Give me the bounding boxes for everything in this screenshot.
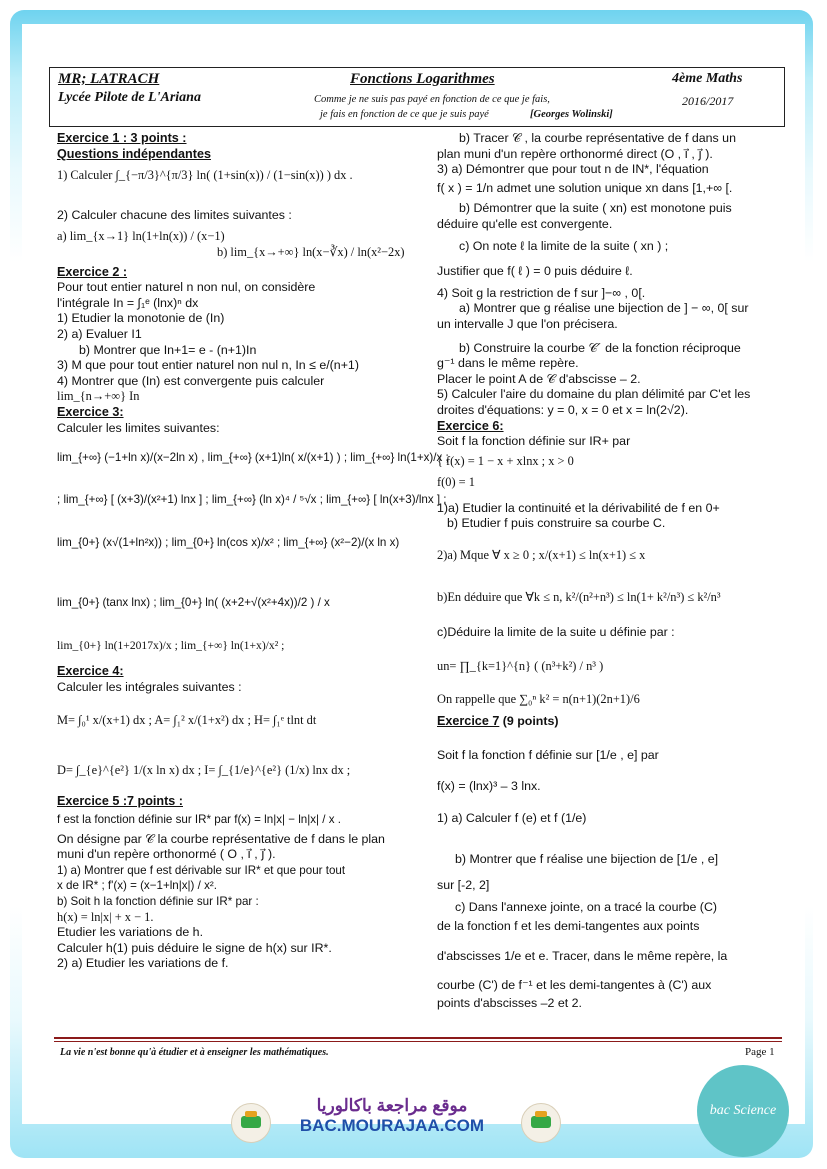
ex5-h-def: h(x) = ln|x| + x − 1. — [57, 909, 154, 924]
exercise-7-title: Exercice 7 — [437, 714, 500, 729]
ex2-q3: 3) M que pour tout entier naturel non nul n, In ≤ e/(n+1) — [57, 358, 359, 373]
ex5-q4b-cont: g⁻¹ dans le même repère. — [437, 356, 579, 371]
ex1-q1: 1) Calculer ∫_{−π/3}^{π/3} ln( (1+sin(x)) / (1−sin(x)) ) dx . — [57, 168, 353, 183]
graduation-cap-icon — [231, 1103, 271, 1143]
ex6-q2b: b)En déduire que ∀k ≤ n, k²/(n²+n³) ≤ ln(1+ k²/n³) ≤ k²/n³ — [437, 589, 721, 604]
ex5-q1b: b) Soit h la fonction définie sur IR* par : — [57, 895, 259, 908]
ex3-row-2: ; lim_{+∞} [ (x+3)/(x²+1) lnx ] ; lim_{+∞} (ln x)⁴ / ⁵√x ; lim_{+∞} [ ln(x+3)/lnx ] ; — [57, 492, 447, 506]
exercise-7-title-row — [437, 714, 782, 730]
ex5-q3a: 3) a) Démontrer que pour tout n de IN*, l'équation — [437, 162, 709, 177]
ex5-q3b-cont: déduire qu'elle est convergente. — [437, 216, 613, 231]
ex5-q3c: c) On note ℓ la limite de la suite ( xn ) ; — [459, 238, 669, 253]
ex7-q1c: c) Dans l'annexe jointe, on a tracé la courbe (C) — [455, 899, 718, 914]
graduation-cap-icon-right — [521, 1103, 561, 1143]
ex2-q2b: b) Montrer que In+1= e - (n+1)In — [79, 342, 257, 357]
ex5-q1a: 1) a) Montrer que f est dérivable sur IR* et que pour tout — [57, 863, 346, 877]
ex7-q1c-cont-4: points d'abscisses –2 et 2. — [437, 995, 582, 1010]
ex3-row-1: lim_{+∞} (−1+ln x)/(x−2ln x) , lim_{+∞} (x+1)ln( x/(x+1) ) ; lim_{+∞} ln(1+x)/x ; — [57, 451, 449, 465]
ex2-text-1: Pour tout entier naturel n non nul, on considère — [57, 280, 316, 295]
ex5-curve-1: On désigne par 𝒞 la courbe représentative de f dans le plan — [57, 831, 385, 846]
footer-divider-bottom — [54, 1041, 782, 1042]
quote-line-1: Comme je ne suis pas payé en fonction de ce que je fais, — [314, 94, 550, 105]
exercise-4-title: Exercice 4: — [57, 664, 124, 679]
exercise-1-title: Exercice 1 : 3 points : — [57, 131, 187, 145]
ex6-def-2: f(0) = 1 — [437, 475, 475, 490]
author-name: MR; LATRACH — [58, 71, 160, 87]
footer-divider-top — [54, 1037, 782, 1039]
ex1-limit-a: a) lim_{x→1} ln(1+ln(x)) / (x−1) — [57, 229, 225, 244]
ex3-row-4: lim_{0+} (tanx lnx) ; lim_{0+} ln( (x+2+√(x²+4x))/2 ) / x — [57, 595, 330, 609]
ex2-q4: 4) Montrer que (In) est convergente puis calculer — [57, 373, 325, 388]
ex4-row-1: M= ∫₀¹ x/(x+1) dx ; A= ∫₁² x/(1+x²) dx ; H= ∫₁ᵉ tlnt dt — [57, 713, 317, 728]
ex5-q4a: a) Montrer que g réalise une bijection de ] − ∞, 0[ sur — [459, 301, 749, 316]
ex5-h-variations: Etudier les variations de h. — [57, 925, 204, 940]
ex5-def: f est la fonction définie sur IR* par f(x) = ln|x| − ln|x| / x . — [57, 813, 341, 827]
document-title: Fonctions Logarithmes — [350, 71, 495, 87]
ex7-q1c-cont-1: de la fonction f et les demi-tangentes aux points — [437, 919, 700, 934]
ex4-intro: Calculer les intégrales suivantes : — [57, 679, 242, 694]
exercise-6-title: Exercice 6: — [437, 418, 504, 433]
school-year: 2016/2017 — [682, 94, 734, 108]
ex4-row-2: D= ∫_{e}^{e²} 1/(x ln x) dx ; I= ∫_{1/e}^{e²} (1/x) lnx dx ; — [57, 762, 351, 777]
ex5-curve-2: muni d'un repère orthonormé ( O , i⃗ , j⃗ ). — [57, 847, 276, 862]
ex2-q4-limit: lim_{n→+∞} In — [57, 389, 140, 404]
ex5-q1a-derivative: x de IR* ; f'(x) = (x−1+ln|x|) / x². — [57, 879, 217, 893]
right-column — [437, 131, 782, 1012]
class-label: 4ème Maths — [672, 71, 743, 86]
ex5-q4b: b) Construire la courbe 𝒞´ de la fonction réciproque — [459, 340, 741, 355]
ex5-q4-point: Placer le point A de 𝒞 d'abscisse – 2. — [437, 371, 641, 386]
ex1-limit-b: b) lim_{x→+∞} ln(x−∛x) / ln(x²−2x) — [217, 244, 405, 259]
ex5-q4a-cont: un intervalle J que l'on précisera. — [437, 316, 618, 331]
ex2-q2a: 2) a) Evaluer I1 — [57, 326, 142, 341]
ex5-q3b: b) Démontrer que la suite ( xn) est monotone puis — [459, 201, 732, 216]
ex1-q2: 2) Calculer chacune des limites suivantes : — [57, 207, 292, 222]
ex7-q1a: 1) a) Calculer f (e) et f (1/e) — [437, 810, 587, 825]
quote-line-2: je fais en fonction de ce que je suis payé — [320, 109, 489, 120]
ex5-q2a: 2) a) Etudier les variations de f. — [57, 956, 229, 971]
ex6-sum-reminder: On rappelle que ∑₀ⁿ k² = n(n+1)(2n+1)/6 — [437, 692, 640, 707]
ex3-intro: Calculer les limites suivantes: — [57, 420, 220, 435]
ex7-q1c-cont-3: courbe (C') de f⁻¹ et les demi-tangentes à (C') aux — [437, 978, 712, 993]
ex5-q5: 5) Calculer l'aire du domaine du plan délimité par C'et les — [437, 387, 751, 402]
ex5-q4: 4) Soit g la restriction de f sur ]−∞ , 0[. — [437, 285, 646, 300]
ex6-q2c: c)Déduire la limite de la suite u définie par : — [437, 625, 675, 640]
ex6-product: un= ∏_{k=1}^{n} ( (n³+k²) / n³ ) — [437, 658, 604, 673]
ex1-q2a — [57, 229, 419, 245]
ex6-def-1: { f(x) = 1 − x + xlnx ; x > 0 — [437, 453, 574, 468]
exercise-3-title: Exercice 3: — [57, 404, 124, 419]
ex5-h-sign: Calculer h(1) puis déduire le signe de h(x) sur IR*. — [57, 940, 332, 955]
ex7-def: f(x) = (lnx)³ – 3 lnx. — [437, 779, 541, 794]
ex2-text-2: l'intégrale In = ∫₁ᵉ (lnx)ⁿ dx — [57, 295, 199, 310]
site-banner[interactable] — [286, 1096, 498, 1136]
ex6-q1b: b) Etudier f puis construire sa courbe C. — [447, 516, 666, 531]
header-box — [49, 67, 785, 127]
site-name-arabic: موقع مراجعة باكالوريا — [316, 1096, 468, 1115]
ex6-q2a: 2)a) Mque ∀ x ≥ 0 ; x/(x+1) ≤ ln(x+1) ≤ x — [437, 548, 646, 563]
exercise-7-points: (9 points) — [499, 714, 559, 729]
quote-author: [Georges Wolinski] — [530, 109, 613, 120]
ex3-row-5: lim_{0+} ln(1+2017x)/x ; lim_{+∞} ln(1+x)/x² ; — [57, 639, 285, 653]
exercise-1-subtitle: Questions indépendantes — [57, 146, 211, 161]
ex5-q2b-cont: plan muni d'un repère orthonormé direct (O , i⃗ , j⃗ ). — [437, 146, 713, 161]
ex5-q5-cont: droites d'équations: y = 0, x = 0 et x = ln(2√2). — [437, 402, 689, 417]
ex5-q2b: b) Tracer 𝒞 , la courbe représentative de f dans un — [459, 131, 736, 145]
ex2-q1: 1) Etudier la monotonie de (In) — [57, 311, 225, 326]
ex7-q1b: b) Montrer que f réalise une bijection de [1/e , e] — [455, 852, 719, 867]
ex3-row-3: lim_{0+} (x√(1+ln²x)) ; lim_{0+} ln(cos x)/x² ; lim_{+∞} (x²−2)/(x ln x) — [57, 536, 400, 550]
ex5-q3c-cont: Justifier que f( ℓ ) = 0 puis déduire ℓ. — [437, 264, 633, 279]
ex7-intro: Soit f la fonction f définie sur [1/e , e] par — [437, 747, 659, 762]
ex7-q1b-cont: sur [-2, 2] — [437, 878, 490, 892]
page-number: Page 1 — [745, 1046, 775, 1058]
left-column — [57, 131, 449, 972]
exercise-5-title: Exercice 5 :7 points : — [57, 794, 183, 809]
ex5-q3a-cont: f( x ) = 1/n admet une solution unique xn dans [1,+∞ [. — [437, 180, 733, 195]
ex6-intro: Soit f la fonction définie sur IR+ par — [437, 434, 631, 449]
footer-quote: La vie n'est bonne qu'à étudier et à enseigner les mathématiques. — [60, 1047, 329, 1058]
ex7-q1c-cont-2: d'abscisses 1/e et e. Tracer, dans le même repère, la — [437, 948, 728, 963]
ex6-q1a: 1)a) Etudier la continuité et la dérivabilité de f en 0+ — [437, 500, 720, 515]
bac-science-logo: bac Science — [697, 1065, 789, 1157]
school-name: Lycée Pilote de L'Ariana — [58, 90, 201, 105]
site-url[interactable]: BAC.MOURAJAA.COM — [299, 1116, 485, 1135]
exercise-2-title: Exercice 2 : — [57, 264, 128, 279]
